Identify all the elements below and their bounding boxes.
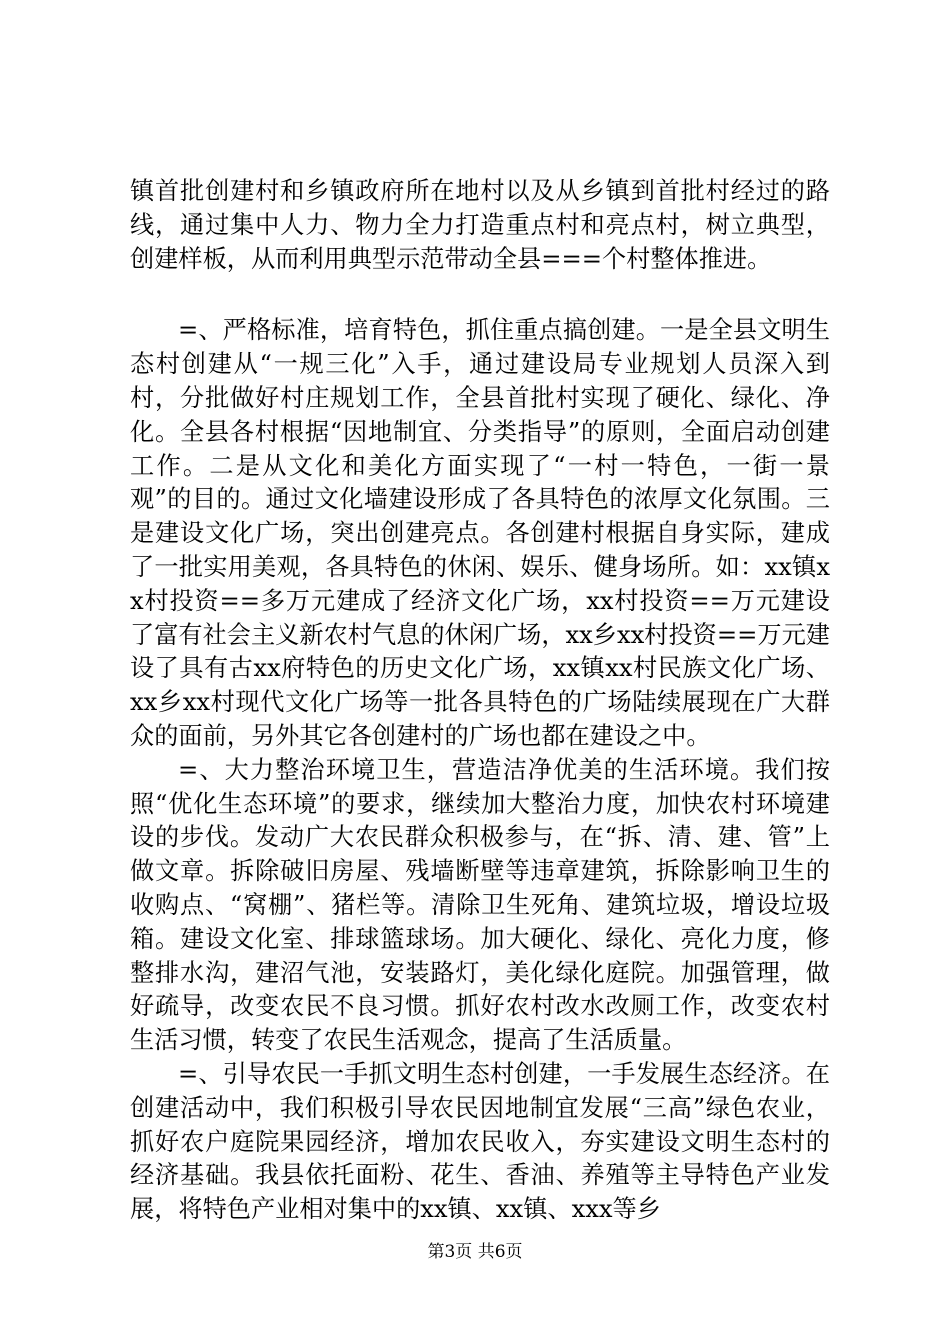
- paragraph-environment: =、大力整治环境卫生，营造洁净优美的生活环境。我们按照“优化生态环境”的要求，继续加大整治力度，加快农村环境建设的步伐。发动广大农民群众积极参与，在“拆、清、建、管”上做文章。拆除破旧房屋、残墙断壁等违章建筑，拆除影响卫生的收购点、“窝棚”、猪栏等。清除卫生死角、建筑垃圾，增设垃圾箱。建设文化室、排球篮球场。加大硬化、绿化、亮化力度，修整排水沟，建沼气池，安装路灯，美化绿化庭院。加强管理，做好疏导，改变农民不良习惯。抓好农村改水改厕工作，改变农村生活习惯，转变了农民生活观念，提高了生活质量。: [130, 755, 830, 1055]
- paragraph-standards: =、严格标准，培育特色，抓住重点搞创建。一是全县文明生态村创建从“一规三化”入手，通过建设局专业规划人员深入到村，分批做好村庄规划工作，全县首批村实现了硬化、绿化、净化。全县各村根据“因地制宜、分类指导”的原则，全面启动创建工作。二是从文化和美化方面实现了“一村一特色，一街一景观”的目的。通过文化墙建设形成了各具特色的浓厚文化氛围。三是建设文化广场，突出创建亮点。各创建村根据自身实际，建成了一批实用美观，各具特色的休闲、娱乐、健身场所。如：xx镇xx村投资==多万元建成了经济文化广场，xx村投资==万元建设了富有社会主义新农村气息的休闲广场，xx乡xx村投资==万元建设了具有古xx府特色的历史文化广场，xx镇xx村民族文化广场、xx乡xx村现代文化广场等一批各具特色的广场陆续展现在广大群众的面前，另外其它各创建村的广场也都在建设之中。: [130, 316, 830, 750]
- document-body: [130, 175, 830, 1227]
- page-footer: 第3页 共6页: [427, 1242, 523, 1262]
- paragraph-gap: [130, 276, 830, 314]
- paragraph-economy: =、引导农民一手抓文明生态村创建，一手发展生态经济。在创建活动中，我们积极引导农民因地制宜发展“三高”绿色农业，抓好农户庭院果园经济，增加农民收入，夯实建设文明生态村的经济基础。我县依托面粉、花生、香油、养殖等主导特色产业发展，将特色产业相对集中的xx镇、xx镇、xxx等乡: [130, 1059, 830, 1224]
- paragraph-continued: 镇首批创建村和乡镇政府所在地村以及从乡镇到首批村经过的路线，通过集中人力、物力全力打造重点村和亮点村，树立典型，创建样板，从而利用典型示范带动全县===个村整体推进。: [130, 177, 830, 273]
